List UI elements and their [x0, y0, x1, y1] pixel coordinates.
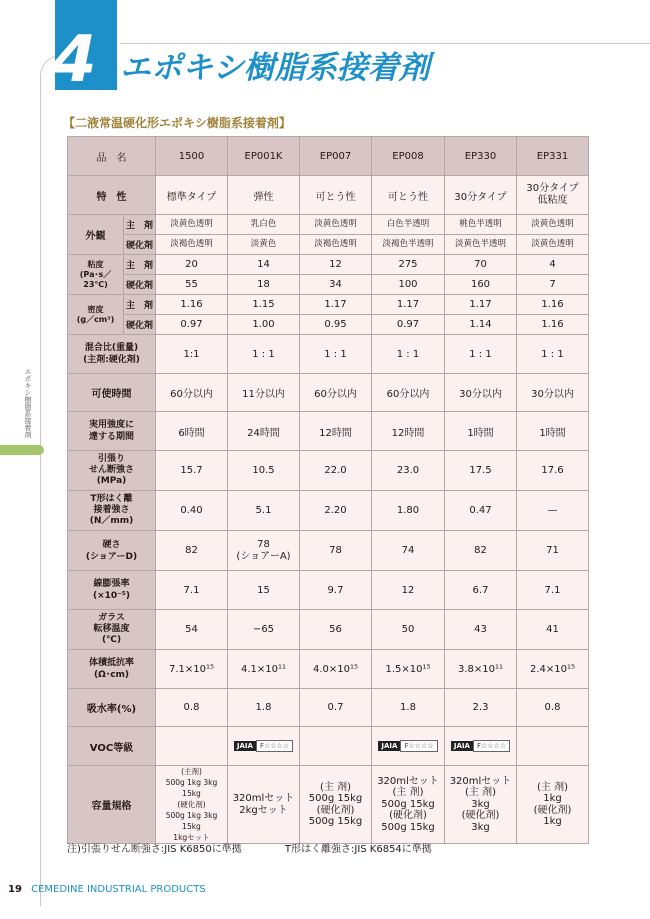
table-cell: 1.8 [372, 689, 445, 727]
table-cell: 60分以内 [372, 374, 445, 412]
table-cell: 12 [372, 571, 445, 610]
table-cell: 1.5×10¹⁵ [372, 650, 445, 689]
table-cell: 54 [156, 610, 228, 650]
jaia-badge [378, 740, 437, 752]
table-cell: 43 [445, 610, 517, 650]
table-cell: 22.0 [300, 451, 372, 491]
row-label-t-peel: T形はく離 接着強さ (N／mm) [68, 491, 156, 531]
side-chapter-label: エポキシ樹脂系接着剤 [24, 368, 32, 438]
table-cell: (主剤) 500g 1kg 3kg 15kg (硬化剤) 500g 1kg 3kg 15kg 1kgセット [156, 766, 228, 844]
table-cell: 1 : 1 [228, 335, 300, 374]
table-cell: 320mlセット 2kgセット [228, 766, 300, 844]
table-cell: 17.6 [517, 451, 589, 491]
footnote [67, 840, 472, 855]
footnote-tensile: 注)引張りせん断強さ:JIS K6850に準拠 [67, 844, 242, 855]
table-cell: 55 [156, 275, 228, 295]
table-cell: 320mlセット (主 剤) 500g 15kg (硬化剤) 500g 15kg [372, 766, 445, 844]
table-cell: 2.20 [300, 491, 372, 531]
table-row-expansion [68, 571, 589, 610]
table-cell: 7 [517, 275, 589, 295]
table-cell: 1時間 [517, 412, 589, 451]
table-cell: 56 [300, 610, 372, 650]
table-cell: 10.5 [228, 451, 300, 491]
table-row-packaging [68, 766, 589, 844]
spec-table [67, 136, 589, 844]
table-cell: 0.7 [300, 689, 372, 727]
table-cell: 1.17 [445, 295, 517, 315]
table-cell: 乳白色 [228, 215, 300, 235]
voc-cell [517, 727, 589, 766]
row-label-tensile-shear: 引張り せん断強さ (MPa) [68, 451, 156, 491]
table-cell: 30分タイプ 低粘度 [517, 176, 589, 215]
table-row-viscosity-hardener [68, 275, 589, 295]
table-row-cure-time [68, 412, 589, 451]
table-cell: 1 : 1 [300, 335, 372, 374]
table-cell: 2.3 [445, 689, 517, 727]
jaia-tag: JAIA [451, 741, 473, 751]
row-label-voc: VOC等級 [68, 727, 156, 766]
table-cell: 23.0 [372, 451, 445, 491]
row-label-pot-life: 可使時間 [68, 374, 156, 412]
jaia-tag: JAIA [234, 741, 256, 751]
table-cell: 1 : 1 [372, 335, 445, 374]
table-cell: 50 [372, 610, 445, 650]
jaia-grade: F☆☆☆☆ [256, 740, 293, 752]
footnote-peel: T形はく離強さ:JIS K6854に準拠 [284, 844, 432, 855]
row-label-appearance: 外観 [68, 215, 124, 255]
table-cell: 淡褐色透明 [156, 235, 228, 255]
chapter-number: 4 [52, 23, 97, 97]
table-cell: 1.14 [445, 315, 517, 335]
voc-cell [372, 727, 445, 766]
row-label-packaging: 容量規格 [68, 766, 156, 844]
section-heading: 【二液常温硬化形エポキシ樹脂系接着剤】 [63, 116, 291, 130]
table-cell: 4.1×10¹¹ [228, 650, 300, 689]
product-ep008: EP008 [372, 137, 445, 176]
product-ep001k: EP001K [228, 137, 300, 176]
table-cell: 0.97 [156, 315, 228, 335]
voc-cell [445, 727, 517, 766]
table-cell: 1:1 [156, 335, 228, 374]
table-cell: 320mlセット (主 剤) 3kg (硬化剤) 3kg [445, 766, 517, 844]
table-cell: 60分以内 [300, 374, 372, 412]
table-cell: 70 [445, 255, 517, 275]
table-cell: 1.17 [372, 295, 445, 315]
table-row-appearance-hardener [68, 235, 589, 255]
table-cell: 0.40 [156, 491, 228, 531]
table-cell: 0.8 [156, 689, 228, 727]
row-label-hardness: 硬さ (ショアーD) [68, 531, 156, 571]
table-cell: 78 (ショアーA) [228, 531, 300, 571]
table-cell: 可とう性 [300, 176, 372, 215]
table-cell: 5.1 [228, 491, 300, 531]
table-cell: 7.1 [156, 571, 228, 610]
row-label-mix-ratio: 混合比(重量) (主剤:硬化剤) [68, 335, 156, 374]
product-ep330: EP330 [445, 137, 517, 176]
table-cell: 6時間 [156, 412, 228, 451]
table-cell: 4.0×10¹⁵ [300, 650, 372, 689]
table-cell: (主 剤) 500g 15kg (硬化剤) 500g 15kg [300, 766, 372, 844]
row-label-glass-transition: ガラス 転移温度 (℃) [68, 610, 156, 650]
table-cell: −65 [228, 610, 300, 650]
product-name-header: 品 名 [68, 137, 156, 176]
table-cell: — [517, 491, 589, 531]
table-cell: 14 [228, 255, 300, 275]
page-number: 19 [8, 884, 22, 895]
table-row-hardness [68, 531, 589, 571]
table-cell: 82 [156, 531, 228, 571]
row-label-density: 密度 (g／cm³) [68, 295, 124, 335]
table-cell: 1.8 [228, 689, 300, 727]
row-label-viscosity: 粘度 (Pa･s／ 23℃) [68, 255, 124, 295]
table-cell: 12 [300, 255, 372, 275]
jaia-badge [451, 740, 510, 752]
row-label-volume-resistivity: 体積抵抗率 (Ω･cm) [68, 650, 156, 689]
product-ep331: EP331 [517, 137, 589, 176]
table-cell: 2.4×10¹⁵ [517, 650, 589, 689]
table-row-volume-resistivity [68, 650, 589, 689]
table-cell: 7.1 [517, 571, 589, 610]
table-cell: 淡褐色半透明 [372, 235, 445, 255]
table-cell: 1 : 1 [445, 335, 517, 374]
jaia-grade: F☆☆☆☆ [400, 740, 437, 752]
table-cell: 0.97 [372, 315, 445, 335]
sub-label-main: 主 剤 [124, 215, 156, 235]
row-label-water-absorption: 吸水率(%) [68, 689, 156, 727]
table-cell: 1.16 [156, 295, 228, 315]
table-cell: 24時間 [228, 412, 300, 451]
sub-label-main: 主 剤 [124, 255, 156, 275]
table-row-mix-ratio [68, 335, 589, 374]
product-1500: 1500 [156, 137, 228, 176]
table-cell: 弾性 [228, 176, 300, 215]
sub-label-hardener: 硬化剤 [124, 235, 156, 255]
table-cell: 1.15 [228, 295, 300, 315]
table-cell: 桃色半透明 [445, 215, 517, 235]
table-row-appearance-main [68, 215, 589, 235]
table-cell: 15 [228, 571, 300, 610]
table-cell: 17.5 [445, 451, 517, 491]
table-cell: 淡褐色透明 [300, 235, 372, 255]
table-cell: 9.7 [300, 571, 372, 610]
table-cell: 160 [445, 275, 517, 295]
table-row-tensile-shear [68, 451, 589, 491]
side-index-tab [0, 445, 44, 455]
table-cell: 淡黄色透明 [156, 215, 228, 235]
table-cell: 淡黄色透明 [300, 215, 372, 235]
voc-cell [300, 727, 372, 766]
page-footer [8, 884, 206, 895]
table-cell: 1 : 1 [517, 335, 589, 374]
jaia-grade: F☆☆☆☆ [473, 740, 510, 752]
table-cell: 1.16 [517, 315, 589, 335]
table-cell: 1.17 [300, 295, 372, 315]
table-cell: 4 [517, 255, 589, 275]
jaia-tag: JAIA [378, 741, 400, 751]
voc-cell [156, 727, 228, 766]
table-row-pot-life [68, 374, 589, 412]
table-cell: 41 [517, 610, 589, 650]
table-cell: 1.80 [372, 491, 445, 531]
table-row-t-peel [68, 491, 589, 531]
table-row-glass-transition [68, 610, 589, 650]
table-cell: 1.00 [228, 315, 300, 335]
table-cell: 18 [228, 275, 300, 295]
table-cell: 30分タイプ [445, 176, 517, 215]
table-cell: 82 [445, 531, 517, 571]
row-label-expansion: 線膨張率 (×10⁻⁵) [68, 571, 156, 610]
table-cell: 74 [372, 531, 445, 571]
table-cell: 3.8×10¹¹ [445, 650, 517, 689]
footer-brand: CEMEDINE INDUSTRIAL PRODUCTS [31, 884, 206, 895]
table-cell: (主 剤) 1kg (硬化剤) 1kg [517, 766, 589, 844]
page-title: エポキシ樹脂系接着剤 [120, 50, 430, 86]
table-cell: 0.47 [445, 491, 517, 531]
table-cell: 1時間 [445, 412, 517, 451]
table-cell: 7.1×10¹⁵ [156, 650, 228, 689]
page-frame [40, 55, 61, 906]
table-cell: 60分以内 [156, 374, 228, 412]
table-row-density-main [68, 295, 589, 315]
product-ep007: EP007 [300, 137, 372, 176]
table-row-water-absorption [68, 689, 589, 727]
table-cell: 淡黄色透明 [517, 215, 589, 235]
table-cell: 275 [372, 255, 445, 275]
table-cell: 30分以内 [517, 374, 589, 412]
table-cell: 100 [372, 275, 445, 295]
table-cell: 20 [156, 255, 228, 275]
row-label-feature: 特 性 [68, 176, 156, 215]
table-cell: 30分以内 [445, 374, 517, 412]
table-cell: 0.95 [300, 315, 372, 335]
table-cell: 71 [517, 531, 589, 571]
table-cell: 78 [300, 531, 372, 571]
table-cell: 標準タイプ [156, 176, 228, 215]
table-cell: 11分以内 [228, 374, 300, 412]
table-cell: 15.7 [156, 451, 228, 491]
table-cell: 淡黄色半透明 [445, 235, 517, 255]
table-cell: 白色半透明 [372, 215, 445, 235]
table-cell: 12時間 [300, 412, 372, 451]
table-cell: 6.7 [445, 571, 517, 610]
row-label-cure-time: 実用強度に 達する期間 [68, 412, 156, 451]
sub-label-hardener: 硬化剤 [124, 275, 156, 295]
table-cell: 1.16 [517, 295, 589, 315]
sub-label-main: 主 剤 [124, 295, 156, 315]
table-cell: 淡黄色透明 [517, 235, 589, 255]
table-row-feature [68, 176, 589, 215]
table-row-density-hardener [68, 315, 589, 335]
table-cell: 34 [300, 275, 372, 295]
voc-cell [228, 727, 300, 766]
table-cell: 0.8 [517, 689, 589, 727]
table-cell: 淡黄色 [228, 235, 300, 255]
table-row-viscosity-main [68, 255, 589, 275]
table-cell: 可とう性 [372, 176, 445, 215]
jaia-badge [234, 740, 293, 752]
table-row-voc [68, 727, 589, 766]
sub-label-hardener: 硬化剤 [124, 315, 156, 335]
table-header-row [68, 137, 589, 176]
table-cell: 12時間 [372, 412, 445, 451]
